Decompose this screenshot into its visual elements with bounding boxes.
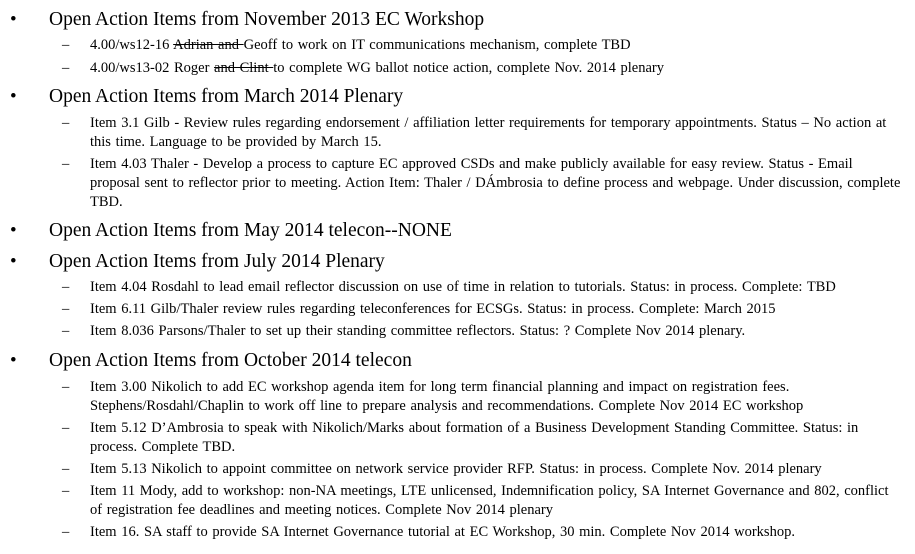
item-text: Item 5.13 Nikolich to appoint committee on network service provider RFP. Status: in process. Complete Nov. 2014 plenary [90,461,822,477]
list-item [0,300,915,319]
item-text: 4.00/ws12-16 Adrian and Geoff to work on IT communications mechanism, complete TBD [90,37,631,53]
list-item [0,482,915,520]
list-item [0,36,915,55]
section-may-2014 [0,220,915,242]
section-heading: Open Action Items from October 2014 telecon [49,350,412,371]
bullet-icon: • [10,9,17,30]
dash-icon: – [62,301,70,317]
item-text: Item 11 Mody, add to workshop: non-NA meetings, LTE unlicensed, Indemnification policy, SA Internet Governance and 802, conflict of registration fee deadlines and meeting notices. Complete Nov 2014 plenary [90,483,889,518]
section-heading: Open Action Items from May 2014 telecon--NONE [49,220,452,241]
item-text: Item 16. SA staff to provide SA Internet Governance tutorial at EC Workshop, 30 min. Complete Nov 2014 workshop. [90,524,795,540]
dash-icon: – [62,323,70,339]
dash-icon: – [62,37,70,53]
item-text: Item 8.036 Parsons/Thaler to set up their standing committee reflectors. Status: ? Complete Nov 2014 plenary. [90,323,746,339]
list-item [0,460,915,479]
dash-icon: – [62,524,70,540]
item-text: Item 6.11 Gilb/Thaler review rules regarding teleconferences for ECSGs. Status: in process. Complete: March 2015 [90,301,776,317]
list-item [0,59,915,78]
item-text: Item 5.12 D’Ambrosia to speak with Nikolich/Marks about formation of a Business Development Standing Committee. Status: in process. Complete TBD. [90,420,859,455]
struck-text: Adrian and [173,37,244,53]
section-jul-2014 [0,251,915,341]
dash-icon: – [62,279,70,295]
item-text: Item 4.03 Thaler - Develop a process to capture EC approved CSDs and make publicly available for easy review. Status - Email proposal sent to reflector prior to meeting. Action Item: Thaler / DÁmbrosia to define process and webpage. Under discussion, complete TBD. [90,156,901,210]
dash-icon: – [62,156,70,172]
item-text: Item 4.04 Rosdahl to lead email reflector discussion on use of time in relation to tutorials. Status: in process. Complete: TBD [90,279,836,295]
dash-icon: – [62,420,70,436]
list-item [0,523,915,542]
item-text: 4.00/ws13-02 Roger and Clint to complete WG ballot notice action, complete Nov. 2014 plenary [90,60,664,76]
item-text: Item 3.00 Nikolich to add EC workshop agenda item for long term financial planning and impact on registration fees. Stephens/Rosdahl/Chaplin to work off line to prepare analysis and recommendations. Complete Nov 2014 EC workshop [90,379,804,414]
section-heading: Open Action Items from March 2014 Plenary [49,86,404,107]
list-item [0,155,915,212]
dash-icon: – [62,60,70,76]
list-item [0,278,915,297]
section-oct-2014 [0,350,915,542]
dash-icon: – [62,461,70,477]
bullet-icon: • [10,86,17,107]
struck-text: and Clint [214,60,274,76]
bullet-icon: • [10,220,17,241]
list-item [0,419,915,457]
list-item [0,322,915,341]
dash-icon: – [62,483,70,499]
list-item [0,378,915,416]
dash-icon: – [62,115,70,131]
bullet-icon: • [10,350,17,371]
section-mar-2014 [0,86,915,212]
item-text: Item 3.1 Gilb - Review rules regarding endorsement / affiliation letter requirements for temporary appointments. Status – No action at this time. Language to be provided by March 15. [90,115,887,150]
list-item [0,114,915,152]
dash-icon: – [62,379,70,395]
section-heading: Open Action Items from November 2013 EC Workshop [49,9,485,30]
bullet-icon: • [10,251,17,272]
section-nov-2013 [0,9,915,78]
section-heading: Open Action Items from July 2014 Plenary [49,251,385,272]
